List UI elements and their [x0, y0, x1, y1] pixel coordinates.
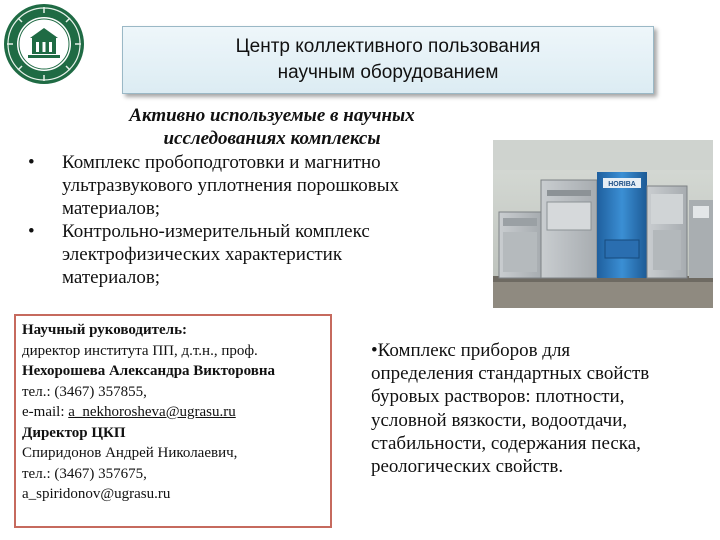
list-item-line: материалов;	[62, 267, 161, 288]
supervisor-position: директор института ПП, д.т.н., проф.	[22, 342, 258, 359]
header-title-line-2: научным оборудованием	[277, 62, 499, 83]
list-item	[28, 151, 478, 220]
right-line: условной вязкости, водоотдачи,	[371, 409, 628, 431]
header-title-line-1: Центр коллективного пользования	[235, 36, 541, 57]
right-line: буровых растворов: плотности,	[371, 386, 625, 408]
instrument-photo	[493, 140, 713, 308]
right-line: стабильности, содержания песка,	[371, 432, 641, 454]
supervisor-phone: тел.: (3467) 357855,	[22, 383, 147, 400]
list-item-line: Контрольно-измерительный комплекс	[62, 221, 370, 242]
list-item-line: электрофизических характеристик	[62, 244, 343, 265]
right-line: реологических свойств.	[371, 456, 564, 478]
director-email: a_spiridonov@ugrasu.ru	[22, 486, 171, 502]
supervisor-email-row	[22, 402, 324, 423]
director-phone: тел.: (3467) 357675,	[22, 465, 147, 482]
bullet-icon: •	[28, 221, 35, 242]
director-name: Спиридонов Андрей Николаевич,	[22, 445, 238, 461]
list-item-line: ультразвукового уплотнения порошковых	[62, 175, 399, 196]
right-line: определения стандартных свойств	[371, 363, 650, 385]
section-title-line-2: исследованиях комплексы	[163, 128, 381, 149]
list-item-line: материалов;	[62, 198, 161, 219]
director-label: Директор ЦКП	[22, 424, 126, 441]
section-title-line-1: Активно используемые в научных	[129, 105, 415, 126]
right-line: •Комплекс приборов для	[371, 340, 571, 361]
list-item-line: Комплекс пробоподготовки и магнитно	[62, 152, 381, 173]
supervisor-name: Нехорошева Александра Викторовна	[22, 363, 275, 379]
contacts-box	[14, 314, 332, 528]
header-banner	[122, 26, 654, 94]
supervisor-label: Научный руководитель:	[22, 322, 187, 338]
section-title	[62, 104, 482, 150]
brand-label: HORIBA	[608, 181, 636, 188]
list-item	[28, 220, 478, 289]
complex-list	[28, 151, 478, 289]
bullet-icon: •	[28, 152, 35, 173]
drilling-fluids-complex	[371, 339, 711, 478]
supervisor-email-link[interactable]: a_nekhorosheva@ugrasu.ru	[68, 404, 236, 420]
university-logo	[2, 2, 86, 86]
email-prefix: e-mail:	[22, 404, 69, 420]
